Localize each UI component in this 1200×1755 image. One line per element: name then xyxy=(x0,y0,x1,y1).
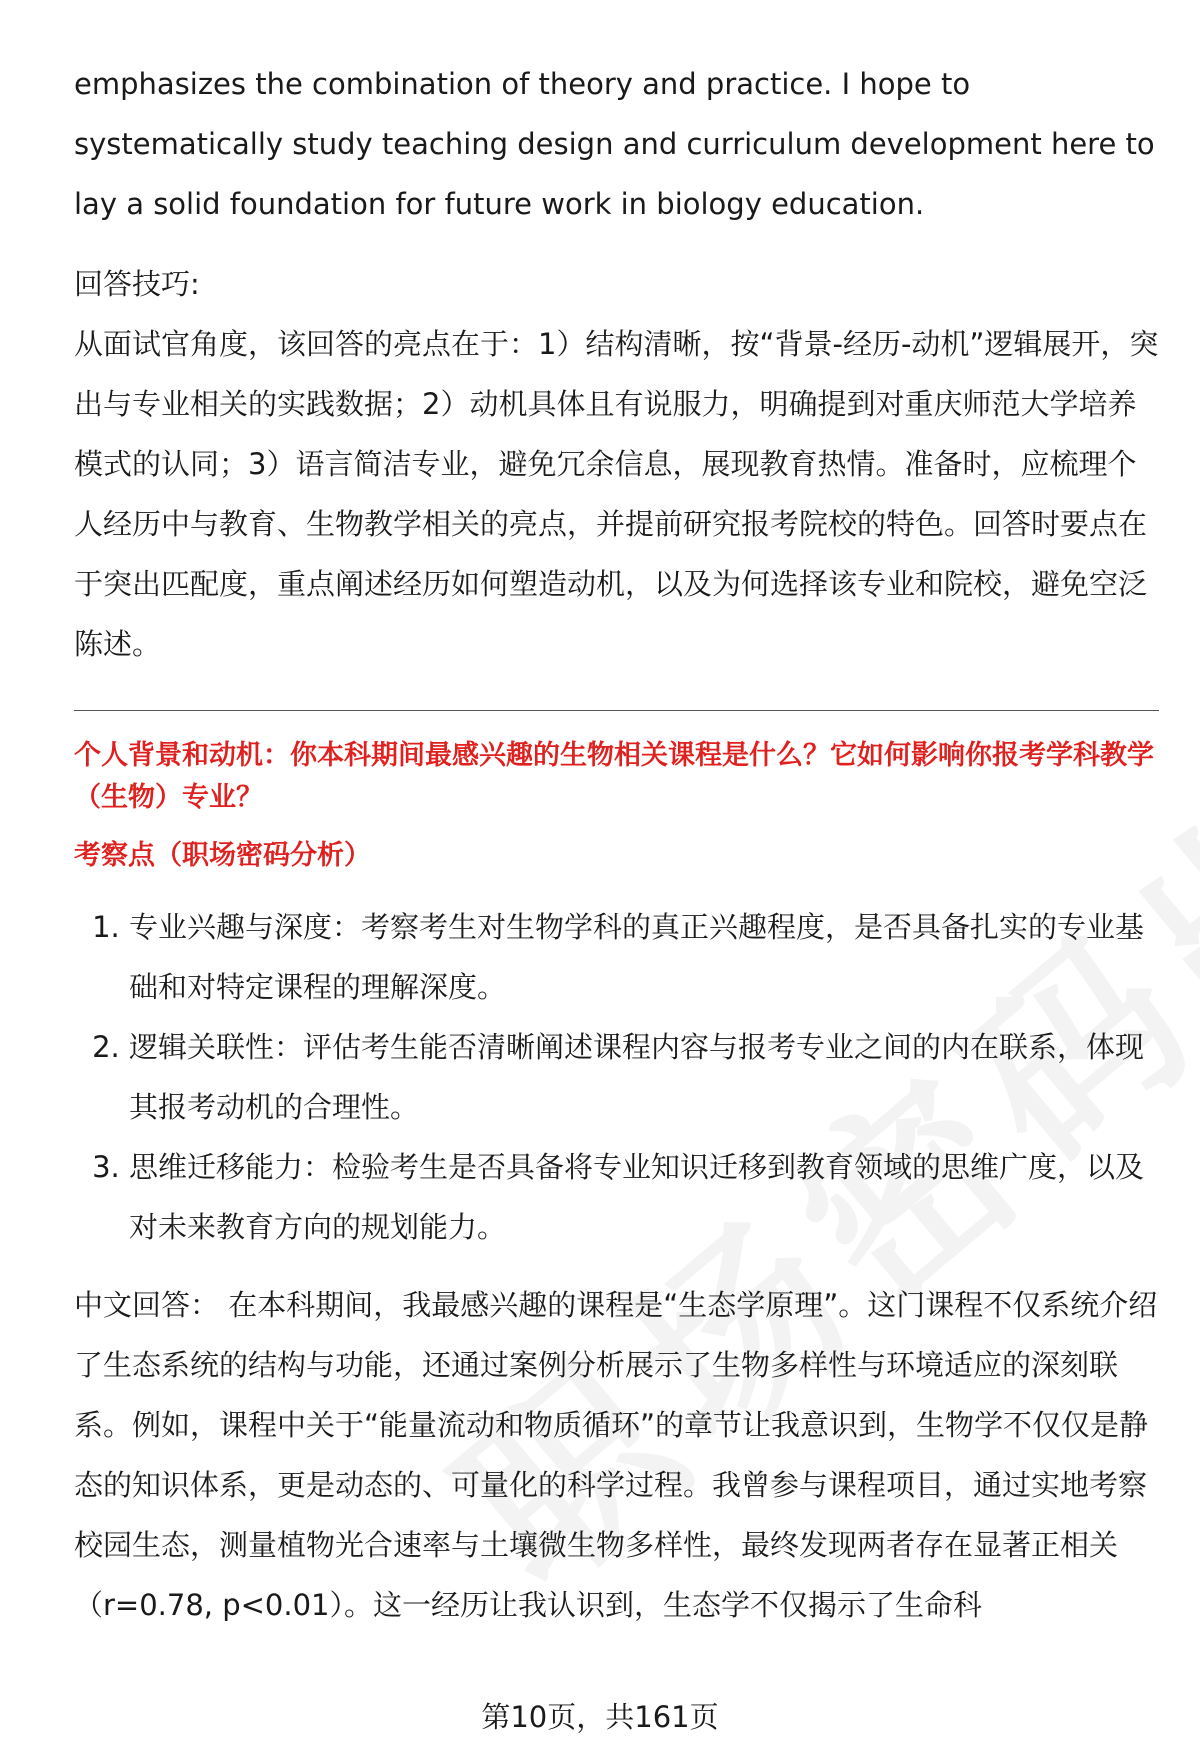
document-page xyxy=(74,54,1159,1635)
tips-paragraph: 从面试官角度，该回答的亮点在于：1）结构清晰，按“背景-经历-动机”逻辑展开，突出与专业相关的实践数据；2）动机具体且有说服力，明确提到对重庆师范大学培养模式的认同；3）语言简洁专业，避免冗余信息，展现教育热情。准备时，应梳理个人经历中与教育、生物教学相关的亮点，并提前研究报考院校的特色。回答时要点在于突出匹配度，重点阐述经历如何塑造动机，以及为何选择该专业和院校，避免空泛陈述。 xyxy=(74,327,1159,661)
question-heading: 个人背景和动机：你本科期间最感兴趣的生物相关课程是什么？它如何影响你报考学科教学（生物）专业？ xyxy=(74,740,1154,813)
list-item: 3. 思维迁移能力：检验考生是否具备将专业知识迁移到教育领域的思维广度，以及对未来教育方向的规划能力。 xyxy=(129,1137,1159,1257)
page-footer: 第10页，共161页 xyxy=(481,1700,719,1734)
assessment-points-list xyxy=(74,897,1159,1257)
points-heading: 考察点（职场密码分析） xyxy=(74,840,371,871)
intro-paragraph: emphasizes the combination of theory and practice. I hope to systematically study teaching design and curriculum development here to lay a solid foundation for future work in biology education. xyxy=(74,67,1155,221)
list-item: 1. 专业兴趣与深度：考察考生对生物学科的真正兴趣程度，是否具备扎实的专业基础和对特定课程的理解深度。 xyxy=(129,897,1159,1017)
tips-label: 回答技巧: xyxy=(74,267,200,301)
answer-paragraph: 中文回答： 在本科期间，我最感兴趣的课程是“生态学原理”。这门课程不仅系统介绍了生态系统的结构与功能，还通过案例分析展示了生物多样性与环境适应的深刻联系。例如，课程中关于“能量流动和物质循环”的章节让我意识到，生物学不仅仅是静态的知识体系，更是动态的、可量化的科学过程。我曾参与课程项目，通过实地考察校园生态，测量植物光合速率与土壤微生物多样性，最终发现两者存在显著正相关（r=0.78, p<0.01）。这一经历让我认识到，生态学不仅揭示了生命科 xyxy=(74,1288,1158,1622)
section-divider xyxy=(74,710,1159,711)
list-item: 2. 逻辑关联性：评估考生能否清晰阐述课程内容与报考专业之间的内在联系，体现其报考动机的合理性。 xyxy=(129,1017,1159,1137)
